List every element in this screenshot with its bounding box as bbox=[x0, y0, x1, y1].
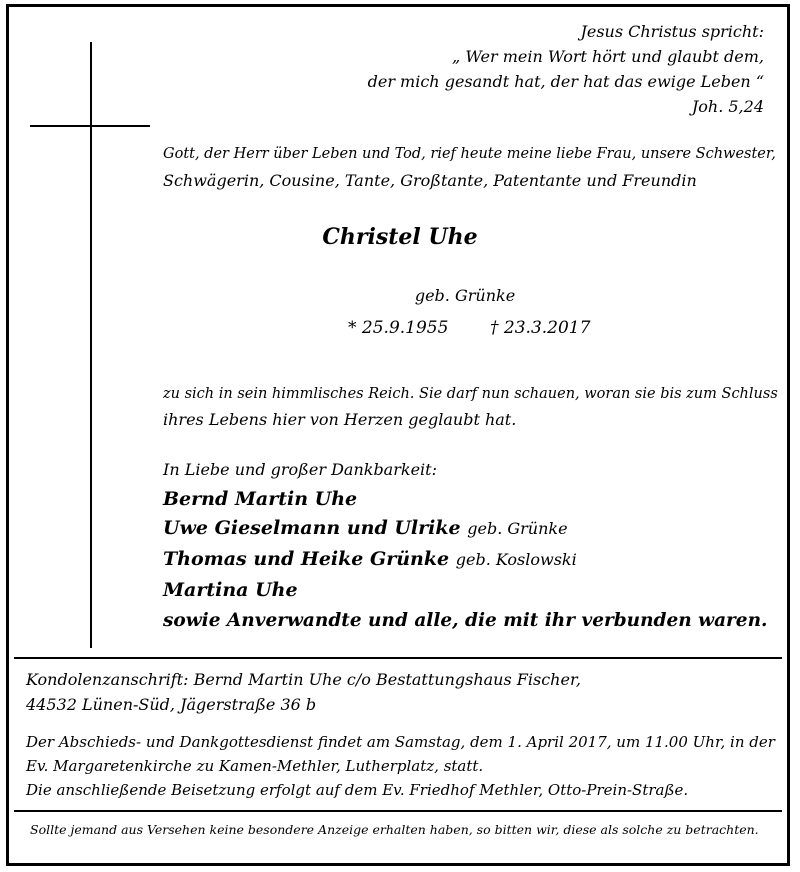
cross-icon-horizontal bbox=[30, 125, 150, 127]
intro-line-2: Schwägerin, Cousine, Tante, Großtante, Patentante und Freundin bbox=[163, 171, 697, 190]
verse-line-3: der mich gesandt hat, der hat das ewige Leben “ bbox=[367, 72, 764, 91]
verse-reference: Joh. 5,24 bbox=[691, 97, 764, 116]
intro-line-1: Gott, der Herr über Leben und Tod, rief heute meine liebe Frau, unsere Schwester, bbox=[163, 146, 776, 162]
mourner-3-name: Thomas und Heike Grünke bbox=[163, 548, 450, 570]
message-line-1: zu sich in sein himmlisches Reich. Sie darf nun schauen, woran sie bis zum Schluss bbox=[163, 386, 778, 402]
address-line-2: 44532 Lünen-Süd, Jägerstraße 36 b bbox=[26, 695, 317, 714]
mourner-2 bbox=[163, 517, 568, 539]
deceased-name: Christel Uhe bbox=[322, 224, 478, 250]
divider-bottom bbox=[14, 810, 782, 812]
message-line-2: ihres Lebens hier von Herzen geglaubt hat. bbox=[163, 410, 517, 429]
verse-line-2: „ Wer mein Wort hört und glaubt dem, bbox=[452, 47, 764, 66]
address-line-1: Kondolenzanschrift: Bernd Martin Uhe c/o Bestattungshaus Fischer, bbox=[26, 670, 581, 689]
service-line-1: Der Abschieds- und Dankgottesdienst findet am Samstag, dem 1. April 2017, um 11.00 Uhr, in der bbox=[26, 733, 775, 751]
footer-note: Sollte jemand aus Versehen keine besondere Anzeige erhalten haben, so bitten wir, diese als solche zu betrachten. bbox=[30, 822, 759, 837]
mourner-2-name: Uwe Gieselmann und Ulrike bbox=[163, 517, 461, 539]
mourner-4: Martina Uhe bbox=[163, 579, 298, 601]
service-line-3: Die anschließende Beisetzung erfolgt auf dem Ev. Friedhof Methler, Otto-Prein-Straße. bbox=[26, 781, 689, 799]
divider-top bbox=[14, 657, 782, 659]
mourner-3-note: geb. Koslowski bbox=[455, 550, 577, 569]
mourners-heading: In Liebe und großer Dankbarkeit: bbox=[163, 460, 437, 479]
death-date: † 23.3.2017 bbox=[490, 318, 591, 338]
verse-line-1: Jesus Christus spricht: bbox=[580, 22, 764, 41]
cross-icon-vertical bbox=[90, 42, 92, 648]
mourner-2-note: geb. Grünke bbox=[467, 519, 568, 538]
mourner-3 bbox=[163, 548, 577, 570]
service-line-2: Ev. Margaretenkirche zu Kamen-Methler, Lutherplatz, statt. bbox=[26, 757, 484, 775]
maiden-name: geb. Grünke bbox=[414, 286, 516, 305]
mourner-5: sowie Anverwandte und alle, die mit ihr verbunden waren. bbox=[163, 610, 768, 631]
birth-date: * 25.9.1955 bbox=[348, 318, 449, 338]
mourner-1: Bernd Martin Uhe bbox=[163, 488, 358, 510]
